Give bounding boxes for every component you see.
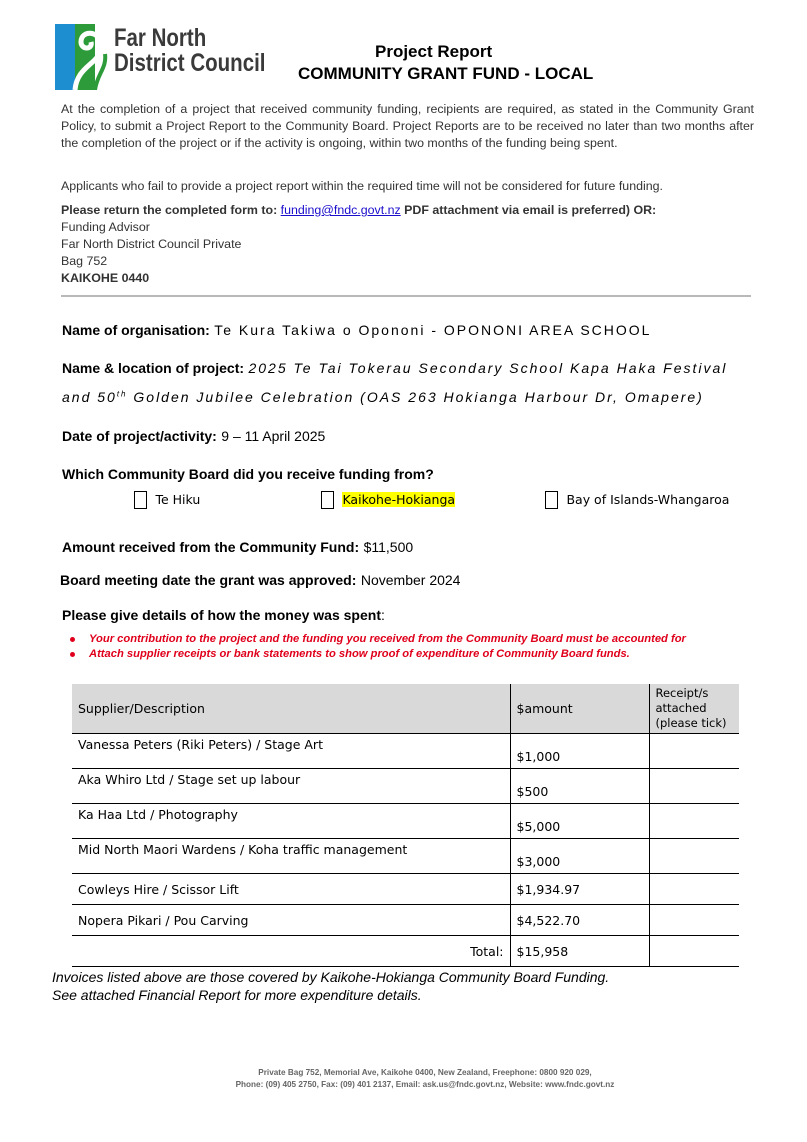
return-address: Funding Advisor Far North District Council Private Bag 752 KAIKOHE 0440 xyxy=(61,220,242,285)
checkbox-te-hiku[interactable] xyxy=(134,491,147,509)
header-supplier: Supplier/Description xyxy=(72,684,510,734)
date-value: 9 – 11 April 2025 xyxy=(221,428,326,444)
receipt-cell[interactable] xyxy=(649,839,739,874)
table-row: Nopera Pikari / Pou Carving $4,522.70 xyxy=(72,905,739,936)
expenditure-table xyxy=(72,684,739,967)
receipt-cell[interactable] xyxy=(649,804,739,839)
receipt-cell[interactable] xyxy=(649,769,739,804)
footer-contact: Private Bag 752, Memorial Ave, Kaikohe 0400, New Zealand, Freephone: 0800 920 029, Phone: (09) 405 2750, Fax: (09) 401 2137, Email: ask.us@fndc.govt.nz, Website: www.fndc.govt.nz xyxy=(235,1068,615,1089)
date-field: Date of project/activity: 9 – 11 April 2025 xyxy=(62,428,326,444)
meeting-field: Board meeting date the grant was approved: November 2024 xyxy=(60,572,461,588)
receipt-cell[interactable] xyxy=(649,874,739,905)
project-value-line1: 2025 Te Tai Tokerau Secondary School Kapa Haka Festival xyxy=(248,360,728,376)
bullet-item: Attach supplier receipts or bank statements to show proof of expenditure of Community Board funds. xyxy=(70,648,630,660)
meeting-value: November 2024 xyxy=(360,572,461,588)
spent-heading: Please give details of how the money was spent: xyxy=(62,607,385,623)
table-row: Vanessa Peters (Riki Peters) / Stage Art $1,000 xyxy=(72,734,739,769)
logo-wordmark: Far North District Council xyxy=(114,24,266,77)
divider xyxy=(61,295,751,297)
note-line: See attached Financial Report for more expenditure details. xyxy=(52,987,422,1003)
header-receipt: Receipt/s attached (please tick) xyxy=(649,684,739,734)
table-row: Cowleys Hire / Scissor Lift $1,934.97 xyxy=(72,874,739,905)
table-total-row xyxy=(72,936,739,967)
project-field: Name & location of project: 2025 Te Tai Tokerau Secondary School Kapa Haka Festival xyxy=(62,360,728,376)
table-row: Mid North Maori Wardens / Koha traffic management $3,000 xyxy=(72,839,739,874)
bullet-item: Your contribution to the project and the funding you received from the Community Board must be accounted for xyxy=(70,633,686,645)
report-subtitle: COMMUNITY GRANT FUND - LOCAL xyxy=(298,64,594,83)
return-instructions: Please return the completed form to: funding@fndc.govt.nz PDF attachment via email is preferred) OR: xyxy=(61,203,657,217)
board-option-kaikohe-hokianga[interactable]: Kaikohe-Hokianga xyxy=(321,491,455,509)
amount-value: $11,500 xyxy=(363,539,414,555)
council-logo xyxy=(55,24,115,90)
intro-paragraph: At the completion of a project that received community funding, recipients are required, as stated in the Community Grant Policy, to submit a Project Report to the Community Board. Project Reports are to be received no later than two months after the completion of the project or if the activity is ongoing, within two months of the funding being spent. xyxy=(61,102,754,150)
org-value: Te Kura Takiwa o Opononi - OPONONI AREA SCHOOL xyxy=(214,322,652,338)
header-amount: $amount xyxy=(510,684,649,734)
funding-email-link[interactable]: funding@fndc.govt.nz xyxy=(280,203,401,217)
intro-warning: Applicants who fail to provide a project report within the required time will not be considered for future funding. xyxy=(61,179,663,193)
total-value: $15,958 xyxy=(510,936,649,967)
org-field: Name of organisation: Te Kura Takiwa o Opononi - OPONONI AREA SCHOOL xyxy=(62,322,652,338)
total-label: Total: xyxy=(72,936,510,967)
project-value-line2: and 50th Golden Jubilee Celebration (OAS 263 Hokianga Harbour Dr, Omapere) xyxy=(62,389,704,405)
bullet-icon xyxy=(70,652,75,657)
note-line: Invoices listed above are those covered by Kaikohe-Hokianga Community Board Funding. xyxy=(52,969,610,985)
amount-field: Amount received from the Community Fund: $11,500 xyxy=(62,539,414,555)
board-option-te-hiku[interactable]: Te Hiku xyxy=(134,491,200,509)
board-option-bay-of-islands[interactable]: Bay of Islands-Whangaroa xyxy=(545,491,729,509)
board-question: Which Community Board did you receive funding from? xyxy=(62,466,434,482)
table-header-row xyxy=(72,684,739,734)
checkbox-bay-of-islands[interactable] xyxy=(545,491,558,509)
bullet-icon xyxy=(70,637,75,642)
receipt-cell[interactable] xyxy=(649,734,739,769)
table-row: Ka Haa Ltd / Photography $5,000 xyxy=(72,804,739,839)
checkbox-kaikohe-hokianga[interactable] xyxy=(321,491,334,509)
table-row: Aka Whiro Ltd / Stage set up labour $500 xyxy=(72,769,739,804)
report-title: Project Report xyxy=(375,42,493,61)
receipt-cell[interactable] xyxy=(649,905,739,936)
